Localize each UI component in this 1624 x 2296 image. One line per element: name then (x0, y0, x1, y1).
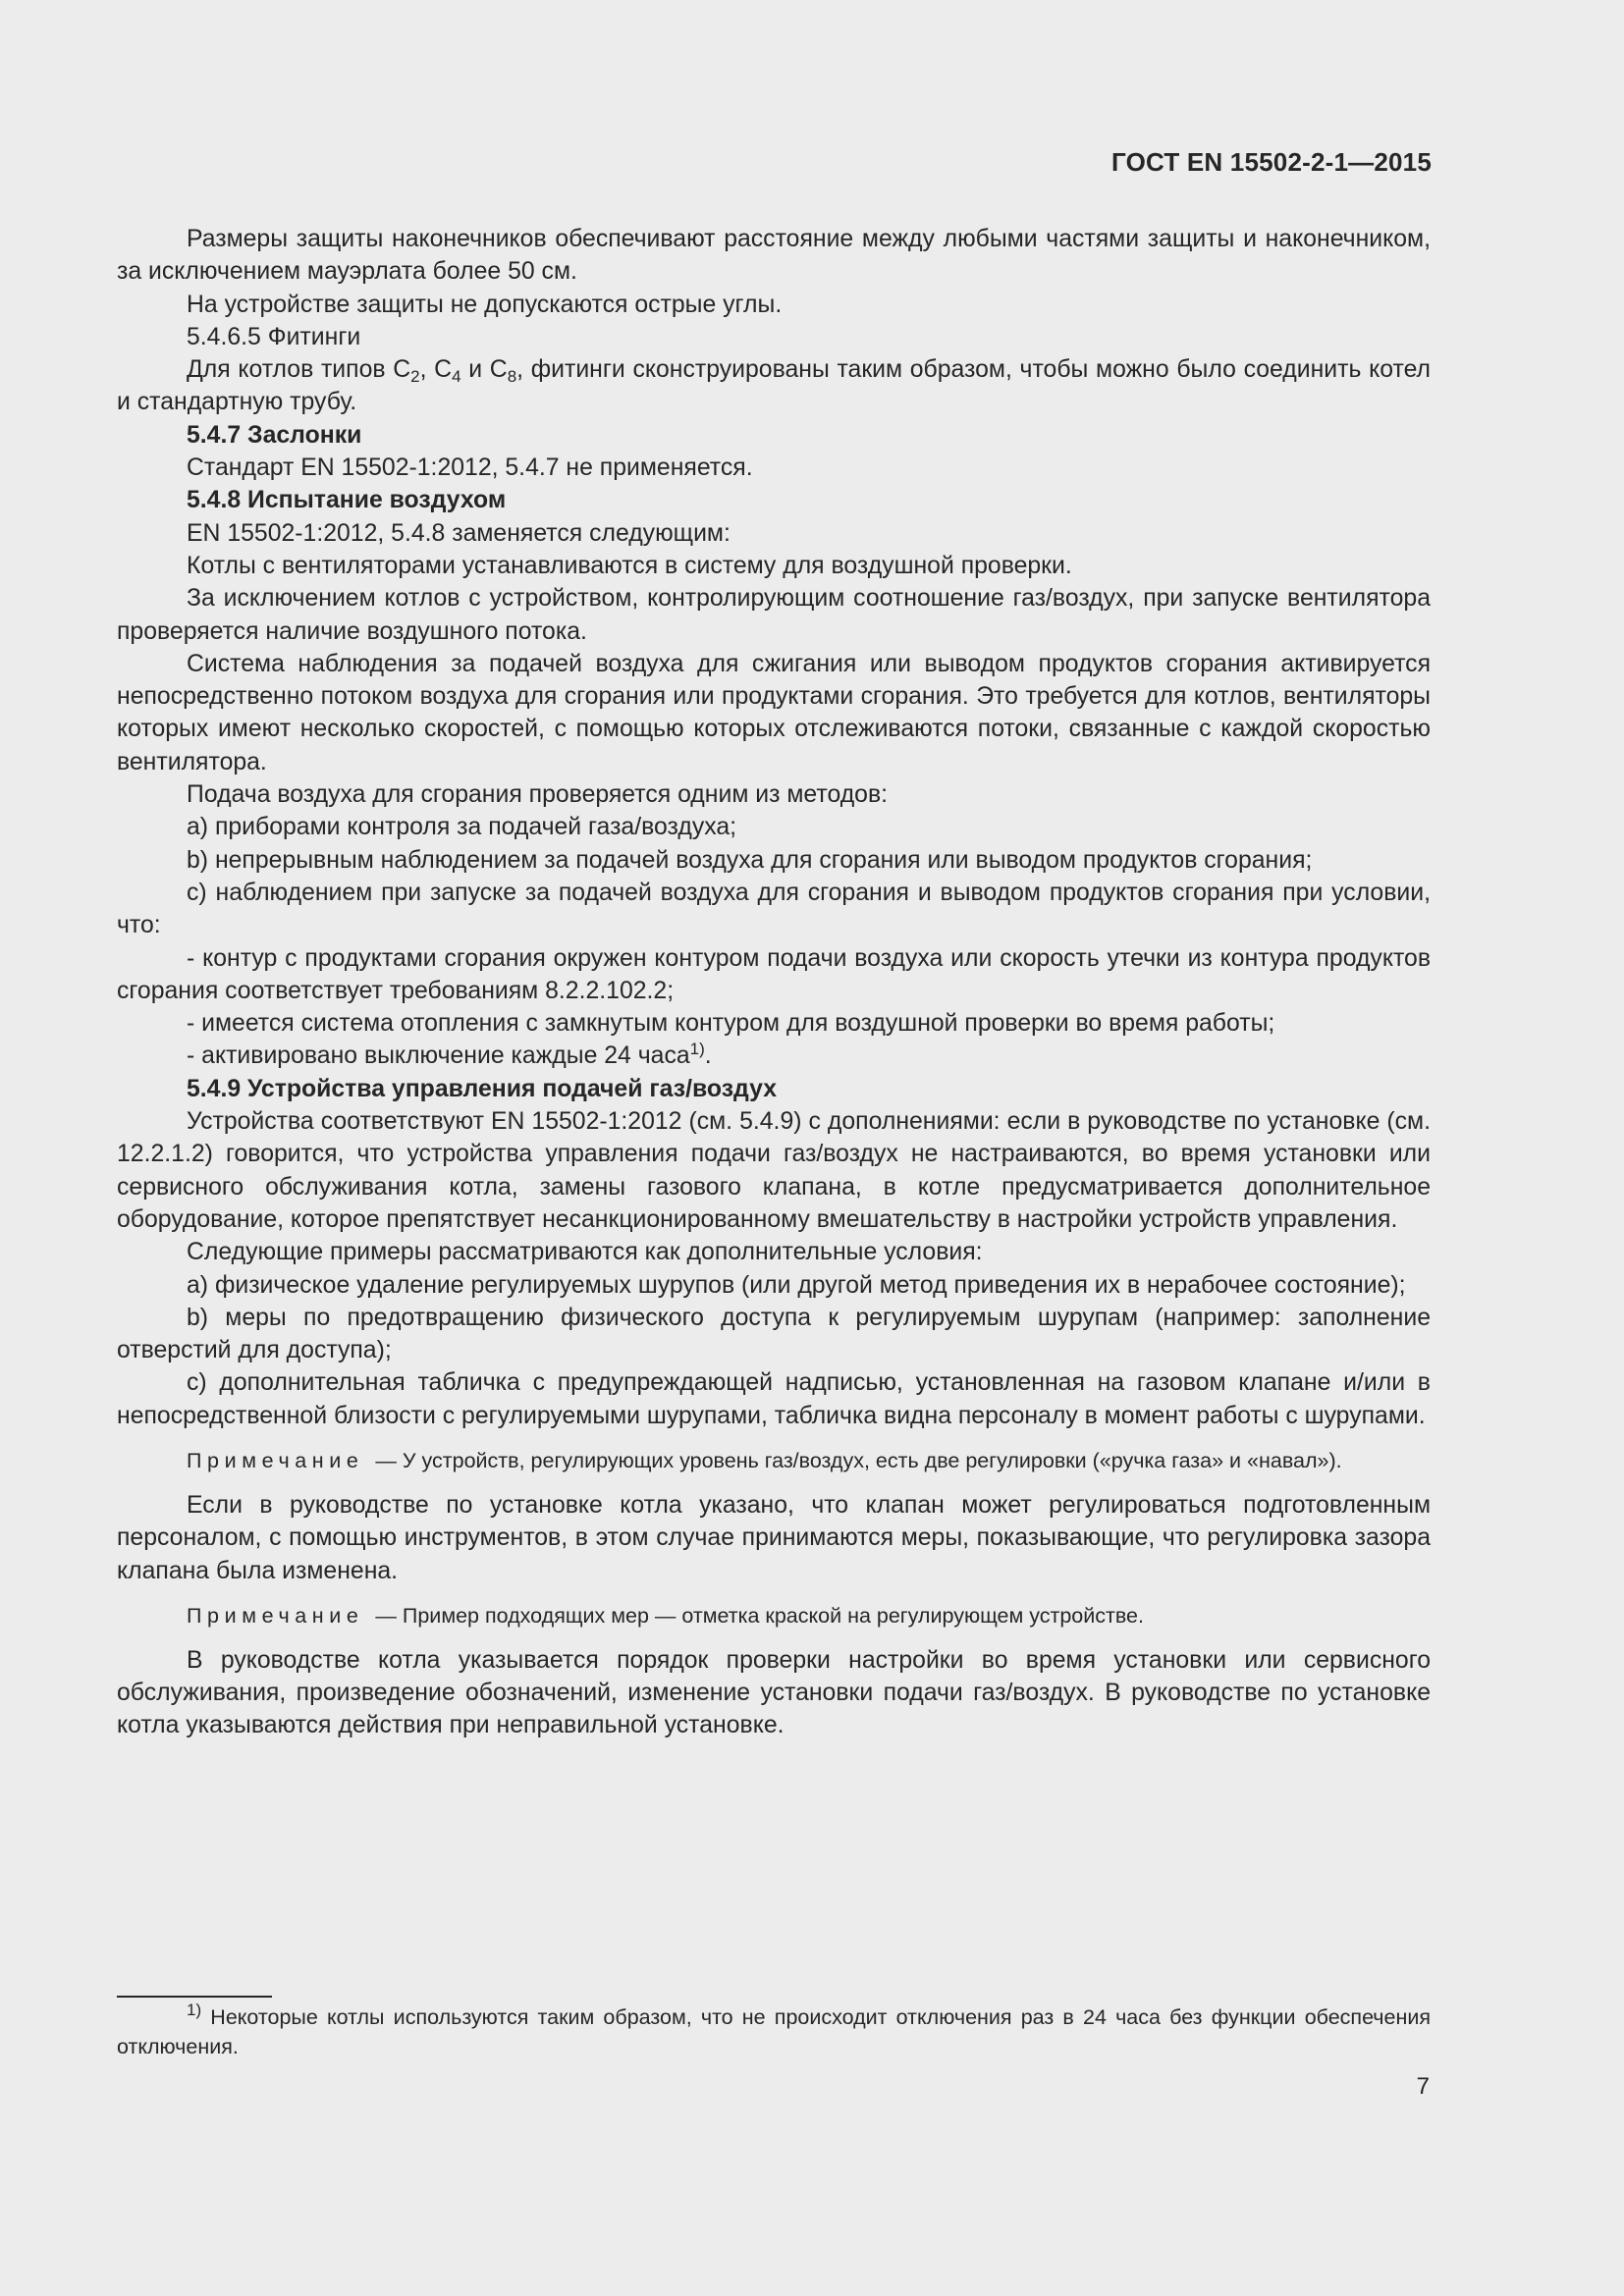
list-item: c) наблюдением при запуске за подачей воздуха для сгорания и выводом продуктов сгорания при условии, что: (117, 879, 1431, 939)
list-item: b) меры по предотвращению физического доступа к регулируемым шурупам (например: заполнение отверстий для доступа); (117, 1304, 1431, 1364)
paragraph: Система наблюдения за подачей воздуха для сжигания или выводом продуктов сгорания активируется непосредственно потоком воздуха для сгорания или продуктами сгорания. Это требуется для котлов, вентиляторы которых имеют несколько скоростей, с помощью которых отслеживаются потоки, связанные с каждой скоростью вентилятора. (117, 650, 1431, 775)
document-code: ГОСТ EN 15502-2-1—2015 (1111, 147, 1432, 177)
section-heading: 5.4.8 Испытание воздухом (187, 487, 507, 514)
paragraph: EN 15502-1:2012, 5.4.8 заменяется следующим: (187, 519, 731, 547)
list-item: - контур с продуктами сгорания окружен контуром подачи воздуха или скорость утечки из контура продуктов сгорания соответствует требованиям 8.2.2.102.2; (117, 944, 1431, 1004)
list-item: - имеется система отопления с замкнутым контуром для воздушной проверки во время работы; (187, 1010, 1275, 1038)
note: Примечание — Пример подходящих мер — отметка краской на регулирующем устройстве. (187, 1603, 1144, 1628)
paragraph: Для котлов типов $C_2$, $C_4$ и $C_8$, фитинги сконструированы таким образом, чтобы можно было соединить котел и стандартную трубу. (117, 356, 1432, 416)
footnote-divider (117, 1996, 272, 1998)
section-heading: 5.4.9 Устройства управления подачей газ/воздух (187, 1075, 777, 1102)
list-item: a) приборами контроля за подачей газа/воздуха; (187, 814, 737, 841)
note-label: Примечание (187, 1448, 364, 1472)
page-number: 7 (1416, 2073, 1430, 2100)
paragraph: Подача воздуха для сгорания проверяется одним из методов: (187, 781, 889, 809)
footnote-mark: 1) (187, 2001, 202, 2019)
paragraph: Если в руководстве по установке котла указано, что клапан может регулироваться подготовленным персоналом, с помощью инструментов, в этом случае принимаются меры, показывающие, что регулировка зазора клапана была изменена. (117, 1491, 1431, 1584)
footnote-ref[interactable]: 1) (689, 1040, 705, 1059)
paragraph: Следующие примеры рассматриваются как дополнительные условия: (187, 1239, 983, 1266)
paragraph: На устройстве защиты не допускаются острые углы. (187, 291, 783, 318)
paragraph: Стандарт EN 15502-1:2012, 5.4.7 не применяется. (187, 454, 753, 482)
paragraph: Размеры защиты наконечников обеспечивают расстояние между любыми частями защиты и наконечником, за исключением мауэрлата более 50 см. (117, 226, 1431, 286)
list-item: c) дополнительная табличка с предупреждающей надписью, установленная на газовом клапане и/или в непосредственной близости с регулируемыми шурупами, табличка видна персоналу в момент работы с шурупами. (117, 1369, 1431, 1429)
list-item: a) физическое удаление регулируемых шурупов (или другой метод приведения их в нерабочее состояние); (187, 1271, 1406, 1299)
note: Примечание — У устройств, регулирующих уровень газ/воздух, есть две регулировки («ручка газа» и «навал»). (187, 1448, 1342, 1472)
list-item: - активировано выключение каждые 24 часа$^{1)}$. (187, 1040, 712, 1070)
section-heading: 5.4.7 Заслонки (187, 421, 362, 449)
document-body (117, 223, 1431, 1742)
paragraph: Котлы с вентиляторами устанавливаются в систему для воздушной проверки. (187, 552, 1072, 579)
paragraph: Устройства соответствуют EN 15502-1:2012 (см. 5.4.9) с дополнениями: если в руководстве по установке (см. 12.2.1.2) говорится, что устройства управления подачи газ/воздух не настраиваются, во время установки или сервисного обслуживания котла, замены газового клапана, в котле предусматривается дополнительное оборудование, которое препятствует несанкционированному вмешательству в настройки устройств управления. (117, 1108, 1431, 1233)
subsection-heading: 5.4.6.5 Фитинги (187, 323, 361, 350)
footnote: $^{1)}$ Некоторые котлы используются таким образом, что не происходит отключения раз в 24 часа без функции обеспечения отключения. (117, 2001, 1431, 2058)
paragraph: За исключением котлов с устройством, контролирующим соотношение газ/воздух, при запуске вентилятора проверяется наличие воздушного потока. (117, 585, 1431, 645)
list-item: b) непрерывным наблюдением за подачей воздуха для сгорания или выводом продуктов сгорания; (187, 846, 1313, 874)
paragraph: В руководстве котла указывается порядок проверки настройки во время установки или сервисного обслуживания, произведение обозначений, изменение установки подачи газ/воздух. В руководстве по установке котла указываются действия при неправильной установке. (117, 1646, 1431, 1739)
note-label: Примечание (187, 1603, 364, 1628)
